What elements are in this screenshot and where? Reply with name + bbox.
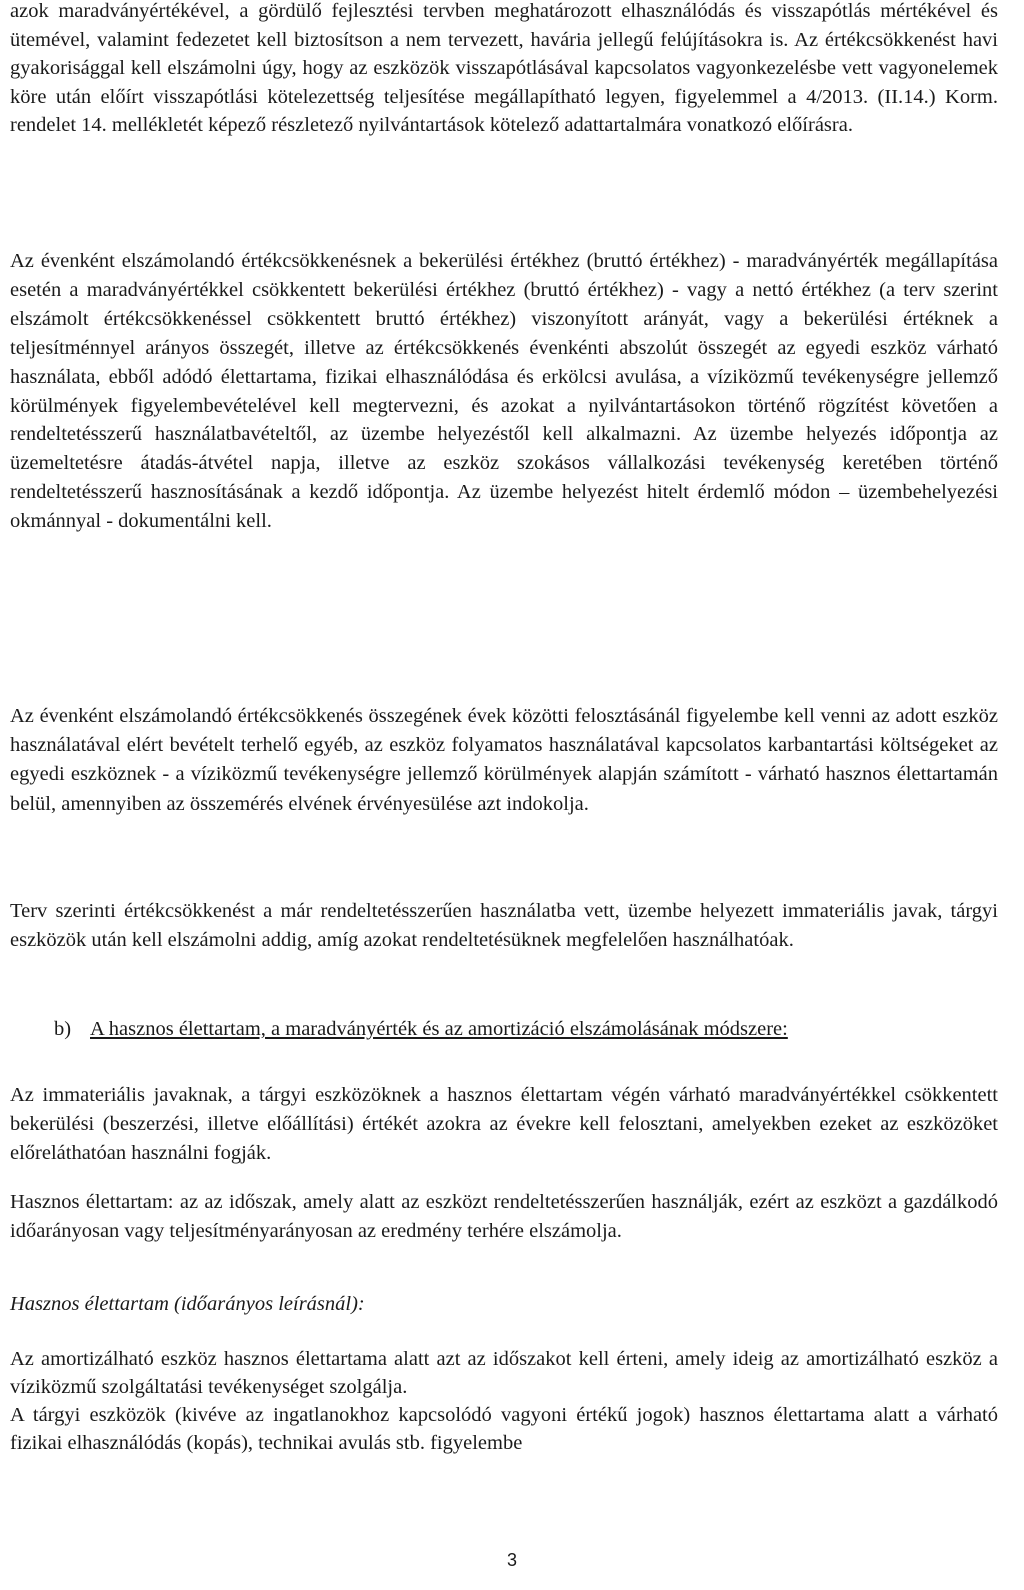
section-heading-label: b): [54, 1018, 72, 1040]
italic-subheading: Hasznos élettartam (időarányos leírásnál):: [10, 1293, 365, 1315]
page-number: 3: [506, 1550, 517, 1570]
paragraph-ertekcsokkenes-aranya: Az évenként elszámolandó értékcsökkenésnek a bekerülési értékhez (bruttó értékhez) - maradványérték megállapítása esetén a maradványértékkel csökkentett bekerülési értékhez (bruttó értékhez) - vagy a nettó értékhez (a terv szerint elszámolt értékcsökkenéssel csökkentett bruttó értékhez) viszonyított arányát, vagy a bekerülési értéknek a teljesítménnyel arányos összegét, illetve az értékcsökkenés évenkénti abszolút összegét az egyedi eszköz várható használata, ebből adódó élettartama, fizikai elhasználódása és erkölcsi avulása, a víziközmű tevékenységre jellemző körülmények figyelembevételével kell megtervezni, és azokat a nyilvántartásokon történő rögzítést követően a rendeltetésszerű használatbavételtől, az üzembe helyezéstől kell alkalmazni. Az üzembe helyezés időpontja az üzemeltetésre átadás-átvétel napja, illetve az eszköz szokásos vállalkozási tevékenység keretében történő rendeltetésszerű hasznosításának a kezdő időpontja. Az üzembe helyezést hitelt érdemlő módon – üzembehelyezési okmánnyal - dokumentálni kell.: [10, 250, 998, 533]
section-heading-title: A hasznos élettartam, a maradványérték és az amortizáció elszámolásának módszere:: [90, 1018, 788, 1040]
paragraph-terv-szerinti: Terv szerinti értékcsökkenést a már rendeltetésszerűen használatba vett, üzembe helyezett immateriális javak, tárgyi eszközök után kell elszámolni addig, amíg azokat rendeltetésüknek megfelelően használhatóak.: [10, 900, 998, 952]
paragraph-targyi-eszkozok: A tárgyi eszközök (kivéve az ingatlanokhoz kapcsolódó vagyoni értékű jogok) hasznos élettartama alatt a várható fizikai elhasználódás (kopás), technikai avulás stb. figyelembe: [10, 1404, 998, 1454]
paragraph-maradvanyertek: azok maradványértékével, a gördülő fejlesztési tervben meghatározott elhasználódás és visszapótlás mértékével és ütemével, valamint fedezetet kell biztosítson a nem tervezett, havária jellegű felújításokra is. Az értékcsökkenést havi gyakorisággal kell elszámolni úgy, hogy az eszközök visszapótlásával kapcsolatos vagyonkezelésbe vett vagyonelemek köre után előírt visszapótlási kötelezettség teljesítése megállapítható legyen, figyelemmel a 4/2013. (II.14.) Korm. rendelet 14. mellékletét képező részletező nyilvántartások kötelező adattartalmára vonatkozó előírásra.: [10, 0, 998, 136]
paragraph-amortizalhato: Az amortizálható eszköz hasznos élettartama alatt azt az időszakot kell érteni, amely ideig az amortizálható eszköz a víziközmű szolgáltatási tevékenységet szolgálja.: [10, 1348, 998, 1398]
paragraph-hasznos-elettartam-definicio: Hasznos élettartam: az az időszak, amely alatt az eszközt rendeltetésszerűen használják, ezért az eszközt a gazdálkodó időarányosan vagy teljesítményarányosan az eredmény terhére elszámolja.: [10, 1191, 998, 1242]
paragraph-felosztas: Az évenként elszámolandó értékcsökkenés összegének évek közötti felosztásánál figyelembe kell venni az adott eszköz használatával elért bevételt terhelő egyéb, az eszköz folyamatos használatával kapcsolatos karbantartási költségeket az egyedi eszköznek - a víziközmű tevékenységre jellemző körülmények alapján számított - várható hasznos élettartamán belül, amennyiben az összemérés elvének érvényesülése azt indokolja.: [10, 705, 998, 815]
paragraph-immaterialis: Az immateriális javaknak, a tárgyi eszközöknek a hasznos élettartam végén várható maradványértékkel csökkentett bekerülési (beszerzési, illetve előállítási) értékét azokra az évekre kell felosztani, amelyekben ezeket az eszközöket előreláthatóan használni fogják.: [10, 1084, 998, 1164]
section-heading-b: [54, 1015, 788, 1043]
